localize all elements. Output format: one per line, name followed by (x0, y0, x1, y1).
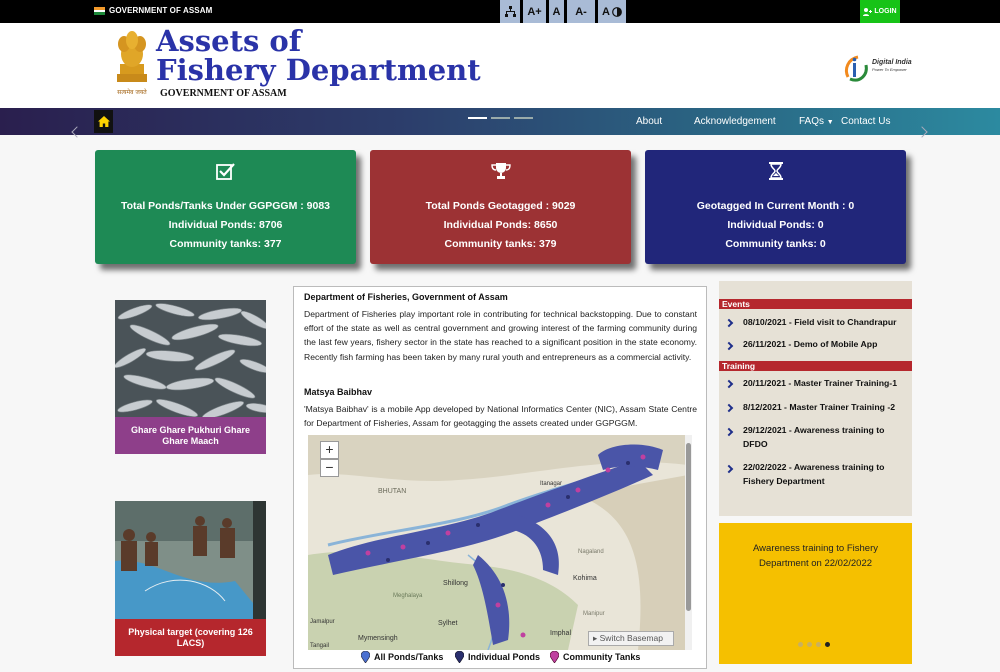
slider-dot[interactable] (491, 117, 510, 119)
map-label-sylhet: Sylhet (438, 620, 458, 627)
training-header: Training (719, 361, 912, 371)
slider-prev-icon[interactable] (71, 126, 82, 137)
map-scrollbar[interactable] (685, 435, 692, 650)
user-plus-icon (863, 8, 872, 16)
contrast-icon (612, 7, 622, 17)
legend-all-ponds: All Ponds/Tanks (361, 651, 443, 663)
card-headline: Total Ponds/Tanks Under GGPGGM : 9083 (120, 200, 331, 212)
switch-basemap-button[interactable]: ▸ Switch Basemap (588, 631, 674, 646)
trophy-icon (491, 162, 511, 180)
map-label-jamalpur: Jamalpur (310, 619, 335, 625)
chevron-right-icon (725, 404, 733, 412)
accessibility-toolbar (500, 0, 626, 23)
slider-dot[interactable] (807, 642, 812, 647)
map-label-meghalaya: Meghalaya (393, 593, 423, 599)
map-canvas[interactable] (308, 435, 688, 650)
map-label-shillong: Shillong (443, 580, 468, 587)
about-text: Department of Fisheries play important role in contributing for technical backstopping. Due to constant effort of the state as well as central government and growing interest of the farming community during the last few years, fishery sector in the state has reached to a significant position in the state economy. Recently fish farming has been taken by many rural youth and entrepreneurs as a commercial activity. (304, 309, 697, 362)
india-flag-icon (94, 7, 105, 15)
promo-caption: Physical target (covering 126 LACS) (115, 619, 266, 656)
map-label-imphal: Imphal (550, 630, 572, 637)
legend-individual-ponds: Individual Ponds (455, 651, 540, 663)
map-label-bhutan: BHUTAN (378, 488, 407, 495)
map-label-itanagar: Itanagar (540, 481, 563, 487)
fishermen-photo (115, 501, 266, 619)
login-button[interactable] (860, 0, 900, 23)
map-label-mymensingh: Mymensingh (358, 635, 398, 642)
announcement-indicators[interactable] (798, 642, 830, 647)
map-pin-icon (361, 651, 370, 663)
slider-dot[interactable] (825, 642, 830, 647)
promo-panel-fish[interactable] (115, 300, 266, 454)
card-community-tanks: Community tanks: 377 (169, 238, 282, 250)
checkbox-icon (216, 162, 236, 180)
nav-faqs[interactable]: FAQs ▼ (799, 116, 834, 127)
font-decrease-button[interactable]: A- (567, 0, 595, 23)
training-item[interactable]: 20/11/2021 - Master Trainer Training-1 (743, 378, 898, 388)
nav-acknowledgement[interactable]: Acknowledgement (694, 116, 776, 127)
card-individual-ponds: Individual Ponds: 0 (727, 219, 824, 231)
training-item[interactable]: 8/12/2021 - Master Trainer Training -2 (743, 402, 896, 412)
news-panel (719, 281, 912, 516)
digital-india-text: Digital India Power To Empower (872, 59, 912, 72)
about-heading: Department of Fisheries, Government of Assam (304, 292, 508, 302)
nav-contact-us[interactable]: Contact Us (841, 116, 891, 127)
state-emblem-icon[interactable] (112, 30, 152, 102)
site-title[interactable] (156, 24, 481, 87)
chevron-right-icon (725, 428, 733, 436)
contrast-label: A (602, 5, 610, 18)
font-normal-button[interactable]: A (549, 0, 564, 23)
chevron-right-icon (725, 380, 733, 388)
main-navigation (0, 108, 1000, 135)
promo-caption: Ghare Ghare Pukhuri Ghare Ghare Maach (115, 417, 266, 454)
events-header: Events (719, 299, 912, 309)
chevron-right-icon (725, 342, 733, 350)
site-title-line1: Assets of (156, 24, 302, 58)
map-zoom-in-button[interactable]: + (320, 441, 339, 459)
slider-dot[interactable] (798, 642, 803, 647)
hourglass-icon (768, 162, 784, 180)
announcement-text: Awareness training to Fishery Department on 22/02/2022 (753, 543, 878, 569)
map-zoom-out-button[interactable]: − (320, 459, 339, 477)
slider-dot[interactable] (468, 117, 487, 119)
matsya-text: 'Matsya Baibhav' is a mobile App developed by National Informatics Center (NIC), Assam State Centre for Department of Fisheries, Assam for geotagging the assets created under GGPGGM. (304, 404, 697, 429)
map-label-tangail: Tangail (310, 643, 330, 649)
about-panel (293, 286, 707, 669)
event-item[interactable]: 08/10/2021 - Field visit to Chandrapur (743, 317, 897, 327)
map-pin-icon (550, 651, 559, 663)
scroll-thumb[interactable] (686, 443, 691, 611)
promo-panel-target[interactable] (115, 501, 266, 656)
font-increase-button[interactable]: A+ (523, 0, 546, 23)
card-individual-ponds: Individual Ponds: 8706 (168, 219, 283, 231)
site-header (0, 23, 1000, 108)
map-label-manipur: Manipur (583, 611, 605, 617)
map-label-kohima: Kohima (573, 575, 597, 582)
legend-community-tanks: Community Tanks (550, 651, 640, 663)
home-icon (98, 116, 110, 127)
card-headline: Geotagged In Current Month : 0 (696, 200, 855, 212)
card-individual-ponds: Individual Ponds: 8650 (443, 219, 558, 231)
home-button[interactable] (94, 110, 113, 133)
chevron-right-icon (725, 319, 733, 327)
training-item[interactable]: 22/02/2022 - Awareness training to Fishery Department (743, 462, 885, 486)
announcement-slider[interactable] (719, 523, 912, 664)
caret-down-icon: ▼ (826, 119, 834, 126)
sitemap-button[interactable] (500, 0, 520, 23)
government-label: GOVERNMENT OF ASSAM (109, 6, 213, 15)
map-label-nagaland: Nagaland (578, 549, 604, 555)
site-subtitle: GOVERNMENT OF ASSAM (160, 88, 287, 99)
slider-indicators[interactable] (468, 117, 533, 119)
stat-card-total-ponds (95, 150, 356, 264)
login-label: LOGIN (874, 8, 897, 15)
nav-about[interactable]: About (636, 116, 663, 127)
top-bar (0, 0, 1000, 23)
card-community-tanks: Community tanks: 379 (444, 238, 557, 250)
event-item[interactable]: 26/11/2021 - Demo of Mobile App (743, 339, 878, 349)
matsya-heading: Matsya Baibhav (304, 387, 373, 397)
card-headline: Total Ponds Geotagged : 9029 (425, 200, 576, 212)
training-item[interactable]: 29/12/2021 - Awareness training to DFDO (743, 425, 885, 449)
slider-next-icon[interactable] (916, 126, 927, 137)
chevron-right-icon (725, 465, 733, 473)
stat-card-current-month (645, 150, 906, 264)
stat-card-geotagged (370, 150, 631, 264)
map-pin-icon (455, 651, 464, 663)
slider-dot[interactable] (816, 642, 821, 647)
emblem-motto: सत्यमेव जयते (117, 89, 147, 96)
sitemap-icon (505, 6, 516, 17)
slider-dot[interactable] (514, 117, 533, 119)
contrast-toggle-button[interactable] (598, 0, 626, 23)
site-title-line2: Fishery Department (156, 53, 481, 87)
fish-photo (115, 300, 266, 417)
card-community-tanks: Community tanks: 0 (725, 238, 826, 250)
ponds-map[interactable] (308, 435, 688, 650)
